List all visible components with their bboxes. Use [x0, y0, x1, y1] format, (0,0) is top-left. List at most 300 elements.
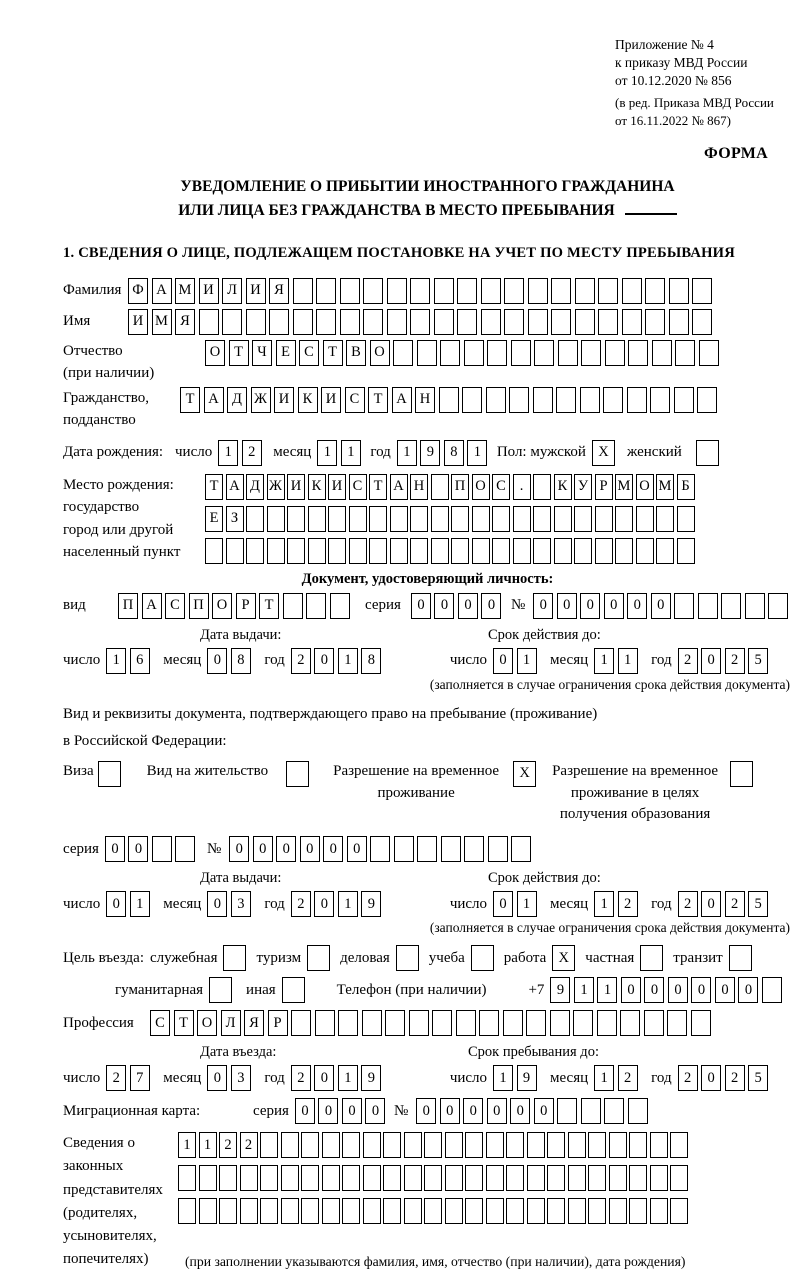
char-cell[interactable]: 0: [738, 977, 758, 1003]
char-cell[interactable]: [222, 309, 242, 335]
char-cell[interactable]: [588, 1132, 606, 1158]
char-cell[interactable]: [533, 538, 551, 564]
char-cell[interactable]: [363, 1132, 381, 1158]
char-cell[interactable]: 1: [199, 1132, 217, 1158]
char-cell[interactable]: 0: [207, 1065, 227, 1091]
char-cell[interactable]: [615, 506, 633, 532]
stay-month-cells[interactable]: [594, 1065, 641, 1091]
char-cell[interactable]: [441, 836, 461, 862]
char-cell[interactable]: К: [554, 474, 572, 500]
char-cell[interactable]: [574, 506, 592, 532]
char-cell[interactable]: [677, 538, 695, 564]
char-cell[interactable]: [178, 1198, 196, 1224]
char-cell[interactable]: [609, 1165, 627, 1191]
entry-day-cells[interactable]: [106, 1065, 153, 1091]
char-cell[interactable]: М: [175, 278, 195, 304]
char-cell[interactable]: [269, 309, 289, 335]
char-cell[interactable]: [513, 506, 531, 532]
char-cell[interactable]: [328, 506, 346, 532]
char-cell[interactable]: А: [142, 593, 162, 619]
char-cell[interactable]: [464, 836, 484, 862]
purpose-humanitarian-checkbox[interactable]: [209, 977, 232, 1003]
char-cell[interactable]: И: [321, 387, 341, 413]
char-cell[interactable]: [650, 1198, 668, 1224]
char-cell[interactable]: Т: [180, 387, 200, 413]
char-cell[interactable]: [580, 387, 600, 413]
char-cell[interactable]: [424, 1132, 442, 1158]
char-cell[interactable]: И: [128, 309, 148, 335]
char-cell[interactable]: [287, 506, 305, 532]
char-cell[interactable]: 1: [338, 1065, 358, 1091]
char-cell[interactable]: Е: [205, 506, 223, 532]
char-cell[interactable]: [692, 278, 712, 304]
char-cell[interactable]: [551, 278, 571, 304]
char-cell[interactable]: [363, 1165, 381, 1191]
char-cell[interactable]: П: [118, 593, 138, 619]
char-cell[interactable]: [369, 538, 387, 564]
char-cell[interactable]: 0: [314, 891, 334, 917]
name-cells[interactable]: [128, 309, 716, 335]
char-cell[interactable]: [409, 1010, 429, 1036]
char-cell[interactable]: [581, 340, 601, 366]
char-cell[interactable]: [575, 309, 595, 335]
char-cell[interactable]: [644, 1010, 664, 1036]
entry-month-cells[interactable]: [207, 1065, 254, 1091]
char-cell[interactable]: [431, 538, 449, 564]
char-cell[interactable]: [260, 1165, 278, 1191]
char-cell[interactable]: .: [513, 474, 531, 500]
char-cell[interactable]: [762, 977, 782, 1003]
char-cell[interactable]: Т: [368, 387, 388, 413]
char-cell[interactable]: 2: [291, 648, 311, 674]
char-cell[interactable]: [417, 340, 437, 366]
birthplace-row3-cells[interactable]: [205, 538, 697, 564]
char-cell[interactable]: [301, 1198, 319, 1224]
char-cell[interactable]: [598, 309, 618, 335]
temp-residence-permit-checkbox[interactable]: X: [513, 761, 536, 787]
expiry-month-cells[interactable]: [594, 648, 641, 674]
char-cell[interactable]: С: [299, 340, 319, 366]
rvp-series-cells[interactable]: [105, 836, 199, 862]
char-cell[interactable]: [609, 1132, 627, 1158]
char-cell[interactable]: [622, 278, 642, 304]
char-cell[interactable]: Н: [415, 387, 435, 413]
char-cell[interactable]: [557, 1098, 577, 1124]
char-cell[interactable]: 0: [481, 593, 501, 619]
char-cell[interactable]: [629, 1132, 647, 1158]
char-cell[interactable]: М: [615, 474, 633, 500]
char-cell[interactable]: [465, 1198, 483, 1224]
char-cell[interactable]: А: [392, 387, 412, 413]
char-cell[interactable]: Н: [410, 474, 428, 500]
char-cell[interactable]: [492, 506, 510, 532]
char-cell[interactable]: 1: [341, 440, 361, 466]
expiry-day-cells[interactable]: [493, 648, 540, 674]
char-cell[interactable]: [597, 1010, 617, 1036]
char-cell[interactable]: [472, 506, 490, 532]
char-cell[interactable]: 0: [342, 1098, 362, 1124]
char-cell[interactable]: 0: [580, 593, 600, 619]
char-cell[interactable]: [363, 1198, 381, 1224]
char-cell[interactable]: Л: [222, 278, 242, 304]
char-cell[interactable]: [410, 506, 428, 532]
char-cell[interactable]: [488, 836, 508, 862]
char-cell[interactable]: [511, 836, 531, 862]
birthdate-month-cells[interactable]: [317, 440, 364, 466]
char-cell[interactable]: [636, 538, 654, 564]
char-cell[interactable]: 0: [701, 1065, 721, 1091]
char-cell[interactable]: [581, 1098, 601, 1124]
char-cell[interactable]: [363, 278, 383, 304]
char-cell[interactable]: [246, 506, 264, 532]
birthplace-row2-cells[interactable]: [205, 506, 697, 532]
char-cell[interactable]: [308, 538, 326, 564]
char-cell[interactable]: О: [636, 474, 654, 500]
char-cell[interactable]: Т: [323, 340, 343, 366]
char-cell[interactable]: [431, 474, 449, 500]
char-cell[interactable]: [281, 1198, 299, 1224]
stay-year-cells[interactable]: [678, 1065, 772, 1091]
char-cell[interactable]: [656, 506, 674, 532]
doc-series-cells[interactable]: [411, 593, 505, 619]
surname-cells[interactable]: [128, 278, 716, 304]
purpose-study-checkbox[interactable]: [471, 945, 494, 971]
char-cell[interactable]: Д: [227, 387, 247, 413]
char-cell[interactable]: [465, 1165, 483, 1191]
char-cell[interactable]: [670, 1132, 688, 1158]
char-cell[interactable]: [301, 1165, 319, 1191]
char-cell[interactable]: [667, 1010, 687, 1036]
char-cell[interactable]: 0: [106, 891, 126, 917]
char-cell[interactable]: [342, 1165, 360, 1191]
char-cell[interactable]: 1: [594, 1065, 614, 1091]
char-cell[interactable]: [199, 309, 219, 335]
char-cell[interactable]: [533, 387, 553, 413]
char-cell[interactable]: 0: [128, 836, 148, 862]
char-cell[interactable]: [609, 1198, 627, 1224]
char-cell[interactable]: [595, 538, 613, 564]
char-cell[interactable]: 0: [434, 593, 454, 619]
char-cell[interactable]: 5: [748, 891, 768, 917]
char-cell[interactable]: Л: [221, 1010, 241, 1036]
char-cell[interactable]: Б: [677, 474, 695, 500]
char-cell[interactable]: [383, 1165, 401, 1191]
char-cell[interactable]: [554, 538, 572, 564]
char-cell[interactable]: [472, 538, 490, 564]
expiry-year-cells[interactable]: [678, 648, 772, 674]
char-cell[interactable]: [547, 1165, 565, 1191]
char-cell[interactable]: 0: [493, 648, 513, 674]
char-cell[interactable]: Р: [236, 593, 256, 619]
char-cell[interactable]: [622, 309, 642, 335]
char-cell[interactable]: [526, 1010, 546, 1036]
char-cell[interactable]: [509, 387, 529, 413]
char-cell[interactable]: [486, 1198, 504, 1224]
char-cell[interactable]: 1: [594, 891, 614, 917]
char-cell[interactable]: [199, 1165, 217, 1191]
migration-card-series-cells[interactable]: [295, 1098, 389, 1124]
char-cell[interactable]: [486, 1132, 504, 1158]
char-cell[interactable]: [692, 309, 712, 335]
char-cell[interactable]: [554, 506, 572, 532]
char-cell[interactable]: 0: [253, 836, 273, 862]
char-cell[interactable]: [370, 836, 390, 862]
char-cell[interactable]: 1: [218, 440, 238, 466]
char-cell[interactable]: 0: [510, 1098, 530, 1124]
char-cell[interactable]: 1: [106, 648, 126, 674]
char-cell[interactable]: [481, 278, 501, 304]
char-cell[interactable]: [393, 340, 413, 366]
char-cell[interactable]: 9: [361, 1065, 381, 1091]
char-cell[interactable]: 0: [644, 977, 664, 1003]
char-cell[interactable]: 9: [361, 891, 381, 917]
char-cell[interactable]: 0: [715, 977, 735, 1003]
char-cell[interactable]: [328, 538, 346, 564]
char-cell[interactable]: [340, 309, 360, 335]
char-cell[interactable]: [445, 1198, 463, 1224]
char-cell[interactable]: [175, 836, 195, 862]
char-cell[interactable]: 8: [361, 648, 381, 674]
char-cell[interactable]: [506, 1198, 524, 1224]
char-cell[interactable]: 3: [231, 1065, 251, 1091]
char-cell[interactable]: [283, 593, 303, 619]
char-cell[interactable]: [439, 387, 459, 413]
char-cell[interactable]: [340, 278, 360, 304]
char-cell[interactable]: Ф: [128, 278, 148, 304]
char-cell[interactable]: [527, 1198, 545, 1224]
char-cell[interactable]: [534, 340, 554, 366]
char-cell[interactable]: [721, 593, 741, 619]
char-cell[interactable]: [533, 506, 551, 532]
char-cell[interactable]: [588, 1198, 606, 1224]
sex-female-checkbox[interactable]: [696, 440, 719, 466]
char-cell[interactable]: [674, 387, 694, 413]
char-cell[interactable]: [605, 340, 625, 366]
char-cell[interactable]: 1: [594, 648, 614, 674]
char-cell[interactable]: [342, 1198, 360, 1224]
char-cell[interactable]: 1: [517, 648, 537, 674]
char-cell[interactable]: 0: [207, 891, 227, 917]
residence-permit-checkbox[interactable]: [286, 761, 309, 787]
char-cell[interactable]: 0: [621, 977, 641, 1003]
char-cell[interactable]: [342, 1132, 360, 1158]
purpose-other-checkbox[interactable]: [282, 977, 305, 1003]
char-cell[interactable]: А: [152, 278, 172, 304]
char-cell[interactable]: 1: [397, 440, 417, 466]
purpose-tourism-checkbox[interactable]: [307, 945, 330, 971]
char-cell[interactable]: 0: [318, 1098, 338, 1124]
char-cell[interactable]: 0: [207, 648, 227, 674]
char-cell[interactable]: [481, 309, 501, 335]
profession-cells[interactable]: [150, 1010, 714, 1036]
char-cell[interactable]: С: [345, 387, 365, 413]
representatives-row3-cells[interactable]: [178, 1198, 691, 1224]
char-cell[interactable]: [573, 1010, 593, 1036]
char-cell[interactable]: И: [246, 278, 266, 304]
birthdate-day-cells[interactable]: [218, 440, 265, 466]
char-cell[interactable]: [669, 309, 689, 335]
char-cell[interactable]: [513, 538, 531, 564]
char-cell[interactable]: [547, 1198, 565, 1224]
char-cell[interactable]: 2: [678, 648, 698, 674]
char-cell[interactable]: 1: [178, 1132, 196, 1158]
char-cell[interactable]: [369, 506, 387, 532]
char-cell[interactable]: [699, 340, 719, 366]
char-cell[interactable]: [293, 309, 313, 335]
char-cell[interactable]: 1: [597, 977, 617, 1003]
char-cell[interactable]: [615, 538, 633, 564]
char-cell[interactable]: [650, 1165, 668, 1191]
char-cell[interactable]: [451, 538, 469, 564]
char-cell[interactable]: [697, 387, 717, 413]
char-cell[interactable]: С: [349, 474, 367, 500]
char-cell[interactable]: [260, 1132, 278, 1158]
char-cell[interactable]: 8: [444, 440, 464, 466]
char-cell[interactable]: [322, 1165, 340, 1191]
char-cell[interactable]: Д: [246, 474, 264, 500]
char-cell[interactable]: К: [308, 474, 326, 500]
char-cell[interactable]: [568, 1198, 586, 1224]
char-cell[interactable]: [260, 1198, 278, 1224]
char-cell[interactable]: 0: [463, 1098, 483, 1124]
char-cell[interactable]: [226, 538, 244, 564]
char-cell[interactable]: [330, 593, 350, 619]
rvp-expiry-month-cells[interactable]: [594, 891, 641, 917]
char-cell[interactable]: [628, 340, 648, 366]
char-cell[interactable]: 2: [618, 891, 638, 917]
char-cell[interactable]: [434, 309, 454, 335]
char-cell[interactable]: [322, 1132, 340, 1158]
rvp-issue-month-cells[interactable]: [207, 891, 254, 917]
char-cell[interactable]: [603, 387, 623, 413]
purpose-business-checkbox[interactable]: [396, 945, 419, 971]
representatives-row2-cells[interactable]: [178, 1165, 691, 1191]
char-cell[interactable]: Ж: [267, 474, 285, 500]
char-cell[interactable]: [628, 1098, 648, 1124]
char-cell[interactable]: 0: [493, 891, 513, 917]
char-cell[interactable]: [745, 593, 765, 619]
char-cell[interactable]: 0: [365, 1098, 385, 1124]
char-cell[interactable]: [349, 506, 367, 532]
char-cell[interactable]: [205, 538, 223, 564]
char-cell[interactable]: [293, 278, 313, 304]
char-cell[interactable]: [315, 1010, 335, 1036]
char-cell[interactable]: Ч: [252, 340, 272, 366]
char-cell[interactable]: [306, 593, 326, 619]
char-cell[interactable]: Т: [259, 593, 279, 619]
char-cell[interactable]: [627, 387, 647, 413]
doc-kind-cells[interactable]: [118, 593, 353, 619]
char-cell[interactable]: [504, 278, 524, 304]
char-cell[interactable]: 1: [618, 648, 638, 674]
char-cell[interactable]: [457, 278, 477, 304]
char-cell[interactable]: [528, 278, 548, 304]
temp-residence-education-checkbox[interactable]: [730, 761, 753, 787]
char-cell[interactable]: 0: [701, 891, 721, 917]
char-cell[interactable]: 2: [725, 1065, 745, 1091]
purpose-transit-checkbox[interactable]: [729, 945, 752, 971]
char-cell[interactable]: Т: [174, 1010, 194, 1036]
char-cell[interactable]: 1: [493, 1065, 513, 1091]
char-cell[interactable]: [410, 278, 430, 304]
char-cell[interactable]: [451, 506, 469, 532]
char-cell[interactable]: [568, 1165, 586, 1191]
char-cell[interactable]: 0: [416, 1098, 436, 1124]
char-cell[interactable]: 2: [106, 1065, 126, 1091]
char-cell[interactable]: [291, 1010, 311, 1036]
char-cell[interactable]: [246, 538, 264, 564]
char-cell[interactable]: 0: [314, 1065, 334, 1091]
char-cell[interactable]: 1: [317, 440, 337, 466]
rvp-issue-day-cells[interactable]: [106, 891, 153, 917]
char-cell[interactable]: [240, 1165, 258, 1191]
char-cell[interactable]: 0: [276, 836, 296, 862]
purpose-official-checkbox[interactable]: [223, 945, 246, 971]
char-cell[interactable]: [588, 1165, 606, 1191]
char-cell[interactable]: [768, 593, 788, 619]
char-cell[interactable]: [558, 340, 578, 366]
char-cell[interactable]: 6: [130, 648, 150, 674]
char-cell[interactable]: И: [287, 474, 305, 500]
char-cell[interactable]: 2: [725, 891, 745, 917]
char-cell[interactable]: [629, 1165, 647, 1191]
char-cell[interactable]: С: [165, 593, 185, 619]
char-cell[interactable]: [410, 538, 428, 564]
char-cell[interactable]: А: [390, 474, 408, 500]
char-cell[interactable]: [424, 1198, 442, 1224]
char-cell[interactable]: 0: [651, 593, 671, 619]
char-cell[interactable]: А: [204, 387, 224, 413]
char-cell[interactable]: [404, 1165, 422, 1191]
char-cell[interactable]: [527, 1132, 545, 1158]
char-cell[interactable]: 1: [467, 440, 487, 466]
char-cell[interactable]: [669, 278, 689, 304]
char-cell[interactable]: 0: [323, 836, 343, 862]
char-cell[interactable]: [199, 1198, 217, 1224]
char-cell[interactable]: [595, 506, 613, 532]
char-cell[interactable]: М: [152, 309, 172, 335]
char-cell[interactable]: Е: [276, 340, 296, 366]
char-cell[interactable]: [492, 538, 510, 564]
char-cell[interactable]: О: [212, 593, 232, 619]
char-cell[interactable]: Т: [369, 474, 387, 500]
char-cell[interactable]: [457, 309, 477, 335]
char-cell[interactable]: 0: [300, 836, 320, 862]
char-cell[interactable]: О: [197, 1010, 217, 1036]
citizenship-cells[interactable]: [180, 387, 721, 413]
char-cell[interactable]: [387, 309, 407, 335]
char-cell[interactable]: [568, 1132, 586, 1158]
char-cell[interactable]: [487, 340, 507, 366]
char-cell[interactable]: М: [656, 474, 674, 500]
char-cell[interactable]: [404, 1198, 422, 1224]
char-cell[interactable]: [464, 340, 484, 366]
char-cell[interactable]: [504, 309, 524, 335]
char-cell[interactable]: [677, 506, 695, 532]
char-cell[interactable]: 0: [533, 593, 553, 619]
char-cell[interactable]: И: [199, 278, 219, 304]
char-cell[interactable]: [322, 1198, 340, 1224]
char-cell[interactable]: [178, 1165, 196, 1191]
char-cell[interactable]: П: [451, 474, 469, 500]
stay-day-cells[interactable]: [493, 1065, 540, 1091]
issue-month-cells[interactable]: [207, 648, 254, 674]
issue-year-cells[interactable]: [291, 648, 385, 674]
char-cell[interactable]: 0: [458, 593, 478, 619]
char-cell[interactable]: [462, 387, 482, 413]
char-cell[interactable]: [445, 1165, 463, 1191]
char-cell[interactable]: [574, 538, 592, 564]
